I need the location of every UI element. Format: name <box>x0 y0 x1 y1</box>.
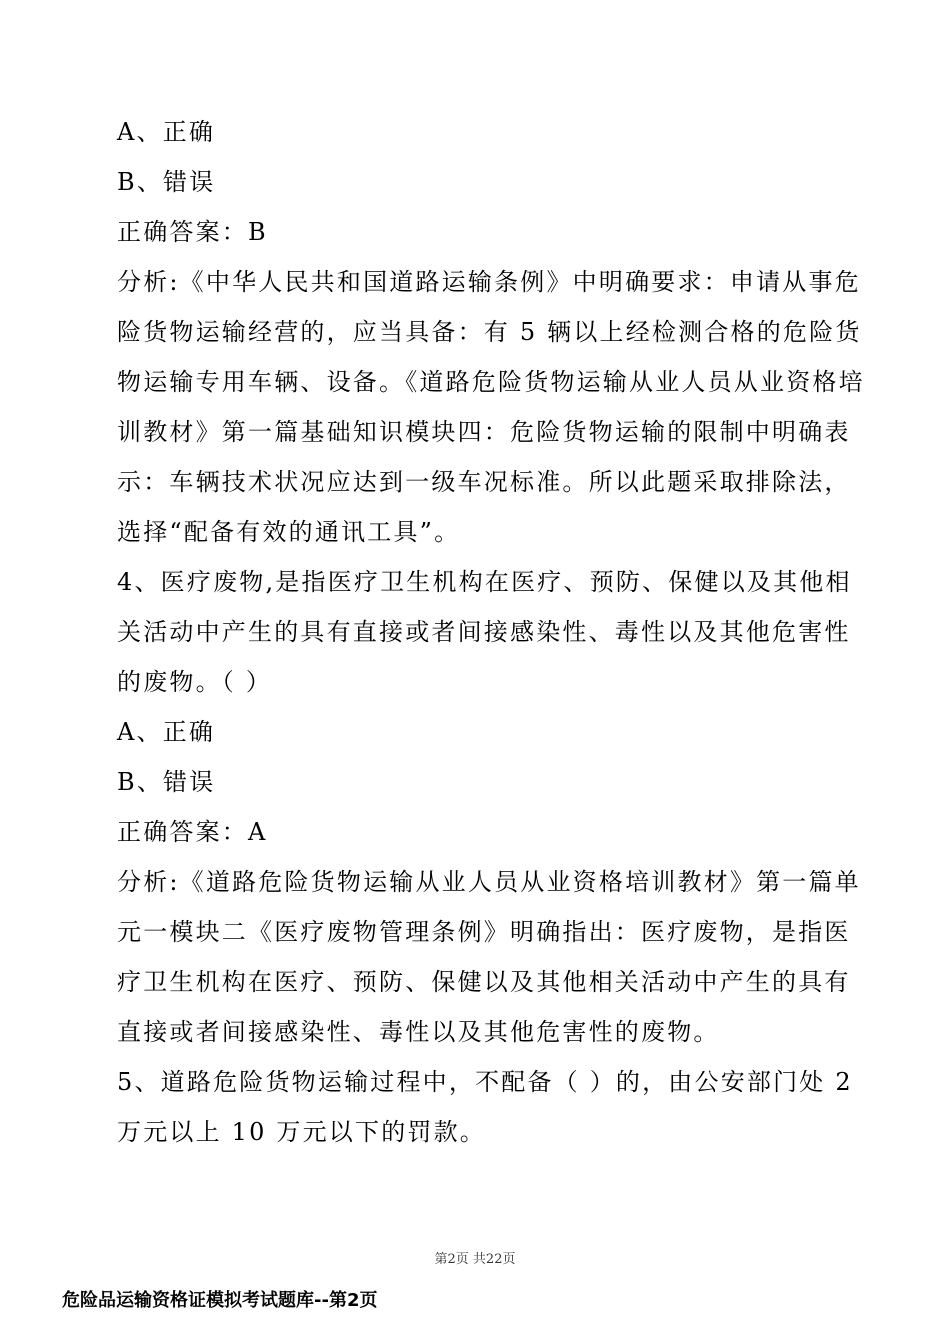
option-b: B、错误 <box>117 168 216 196</box>
analysis-line: 直接或者间接感染性、毒性以及其他危害性的废物。 <box>117 1018 720 1046</box>
question-4-line: 的废物。（ ） <box>117 668 273 696</box>
analysis-line: 元一模块二《医疗废物管理条例》明确指出：医疗废物，是指医 <box>117 918 851 946</box>
option-a: A、正确 <box>117 118 216 146</box>
question-5-line: 5、道路危险货物运输过程中，不配备（ ）的，由公安部门处 2 <box>117 1068 853 1096</box>
analysis-line: 险货物运输经营的，应当具备：有 5 辆以上经检测合格的危险货 <box>117 318 862 346</box>
analysis-line: 选择“配备有效的通讯工具”。 <box>117 518 461 546</box>
answer: 正确答案：B <box>117 218 268 246</box>
option-a: A、正确 <box>117 718 216 746</box>
question-5-line: 万元以上 10 万元以下的罚款。 <box>117 1118 486 1146</box>
question-4-line: 4、医疗废物,是指医疗卫生机构在医疗、预防、保健以及其他相 <box>117 568 852 596</box>
answer: 正确答案：A <box>117 818 268 846</box>
page-indicator: 第2页 共22页 <box>434 1252 516 1267</box>
document-title-footer: 危险品运输资格证模拟考试题库--第2页 <box>62 1290 378 1311</box>
analysis-line: 物运输专用车辆、设备。《道路危险货物运输从业人员从业资格培 <box>117 368 865 396</box>
analysis-line: 分析:《道路危险货物运输从业人员从业资格培训教材》第一篇单 <box>117 868 861 896</box>
analysis-line: 疗卫生机构在医疗、预防、保健以及其他相关活动中产生的具有 <box>117 968 851 996</box>
option-b: B、错误 <box>117 768 216 796</box>
question-4-line: 关活动中产生的具有直接或者间接感染性、毒性以及其他危害性 <box>117 618 851 646</box>
document-body <box>117 107 865 1157</box>
analysis-line: 训教材》第一篇基础知识模块四：危险货物运输的限制中明确表 <box>117 418 851 446</box>
analysis-line: 分析:《中华人民共和国道路运输条例》中明确要求：申请从事危 <box>117 268 861 296</box>
analysis-line: 示：车辆技术状况应达到一级车况标准。所以此题采取排除法， <box>117 468 851 496</box>
